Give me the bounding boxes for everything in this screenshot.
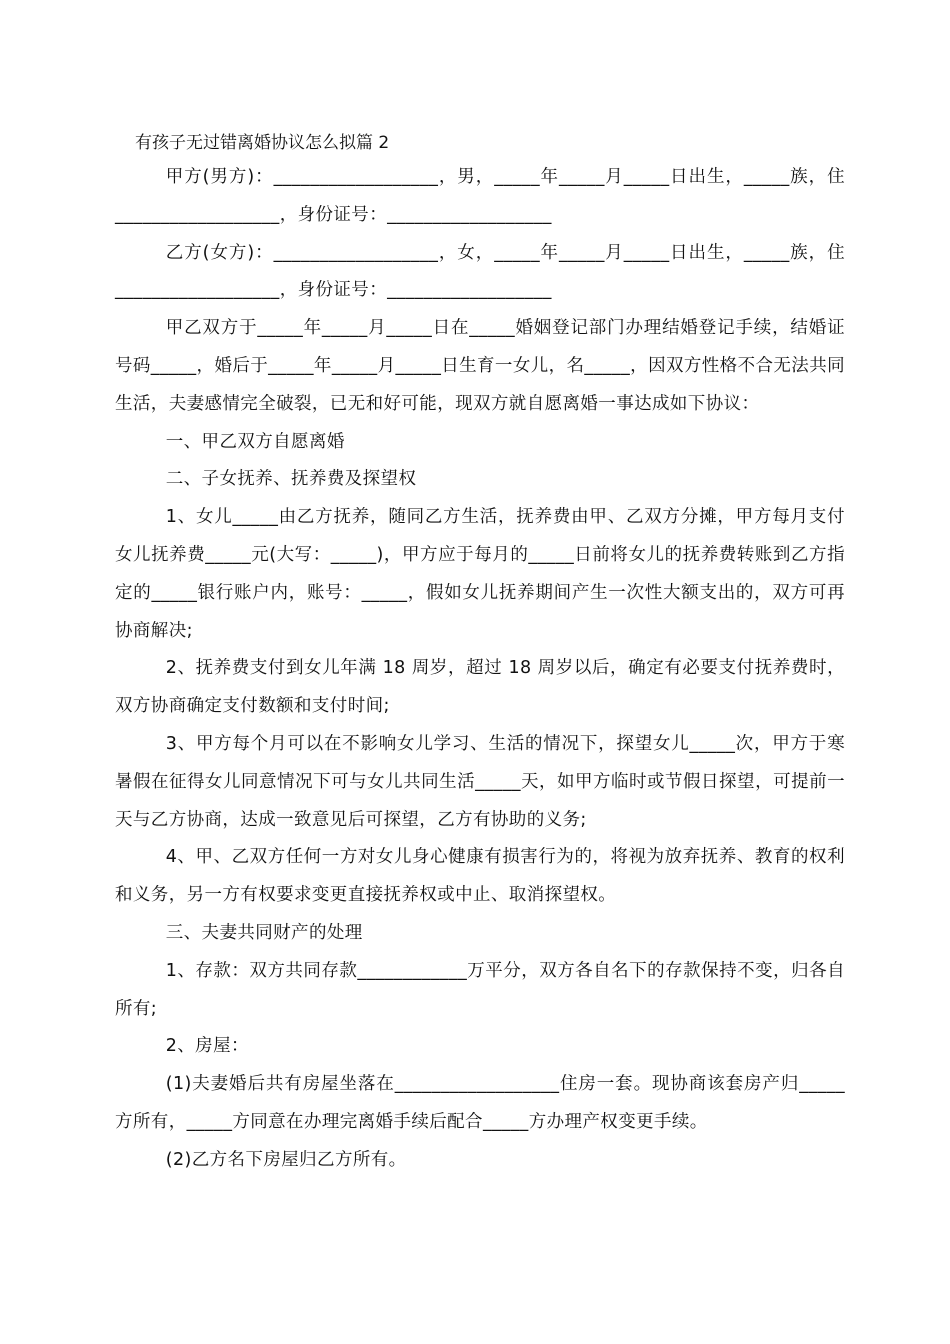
property-clause-housing: 2、房屋： bbox=[165, 1036, 249, 1057]
custody-clause-4: 4、甲、乙双方任何一方对女儿身心健康有损害行为的，将视为放弃抚养、教育的权利和义务，另一方有权要求变更直接抚养权或中止、取消探望权。 bbox=[115, 847, 845, 906]
document-body bbox=[115, 159, 845, 1180]
housing-subclause-1: (1)夫妻婚后共有房屋坐落在__________________住房一套。现协商该套房产归_____方所有，_____方同意在办理完离婚手续后配合_____方办理产权变更手续。 bbox=[115, 1074, 845, 1132]
section-heading-property: 三、夫妻共同财产的处理 bbox=[165, 922, 363, 943]
document-title: 有孩子无过错离婚协议怎么拟篇 2 bbox=[135, 133, 390, 153]
section-heading-custody: 二、子女抚养、抚养费及探望权 bbox=[165, 469, 417, 490]
party-a-info: 甲方(男方)：__________________，男，_____年_____月_____日出生，_____族，住__________________，身份证号：__________________ bbox=[115, 167, 845, 225]
custody-clause-3: 3、甲方每个月可以在不影响女儿学习、生活的情况下，探望女儿_____次，甲方于寒暑假在征得女儿同意情况下可与女儿共同生活_____天，如甲方临时或节假日探望，可提前一天与乙方协商，达成一致意见后可探望，乙方有协助的义务; bbox=[115, 733, 845, 830]
custody-clause-2: 2、抚养费支付到女儿年满 18 周岁，超过 18 周岁以后，确定有必要支付抚养费时，双方协商确定支付数额和支付时间; bbox=[115, 658, 845, 717]
housing-subclause-2: (2)乙方名下房屋归乙方所有。 bbox=[165, 1149, 407, 1170]
party-b-info: 乙方(女方)：__________________，女，_____年_____月_____日出生，_____族，住__________________，身份证号：__________________ bbox=[115, 242, 845, 301]
property-clause-savings: 1、存款：双方共同存款____________万平分，双方各自名下的存款保持不变，归各自所有; bbox=[115, 960, 845, 1019]
section-heading-divorce: 一、甲乙双方自愿离婚 bbox=[165, 431, 345, 452]
custody-clause-1: 1、女儿_____由乙方抚养，随同乙方生活，抚养费由甲、乙双方分摊，甲方每月支付女儿抚养费_____元(大写：_____)，甲方应于每月的_____日前将女儿的抚养费转账到乙方指定的_____银行账户内，账号：_____，假如女儿抚养期间产生一次性大额支出的，双方可再协商解决; bbox=[115, 507, 845, 641]
preamble-paragraph: 甲乙双方于_____年_____月_____日在_____婚姻登记部门办理结婚登记手续，结婚证号码_____，婚后于_____年_____月_____日生育一女儿，名_____，因双方性格不合无法共同生活，夫妻感情完全破裂，已无和好可能，现双方就自愿离婚一事达成如下协议： bbox=[115, 318, 845, 414]
